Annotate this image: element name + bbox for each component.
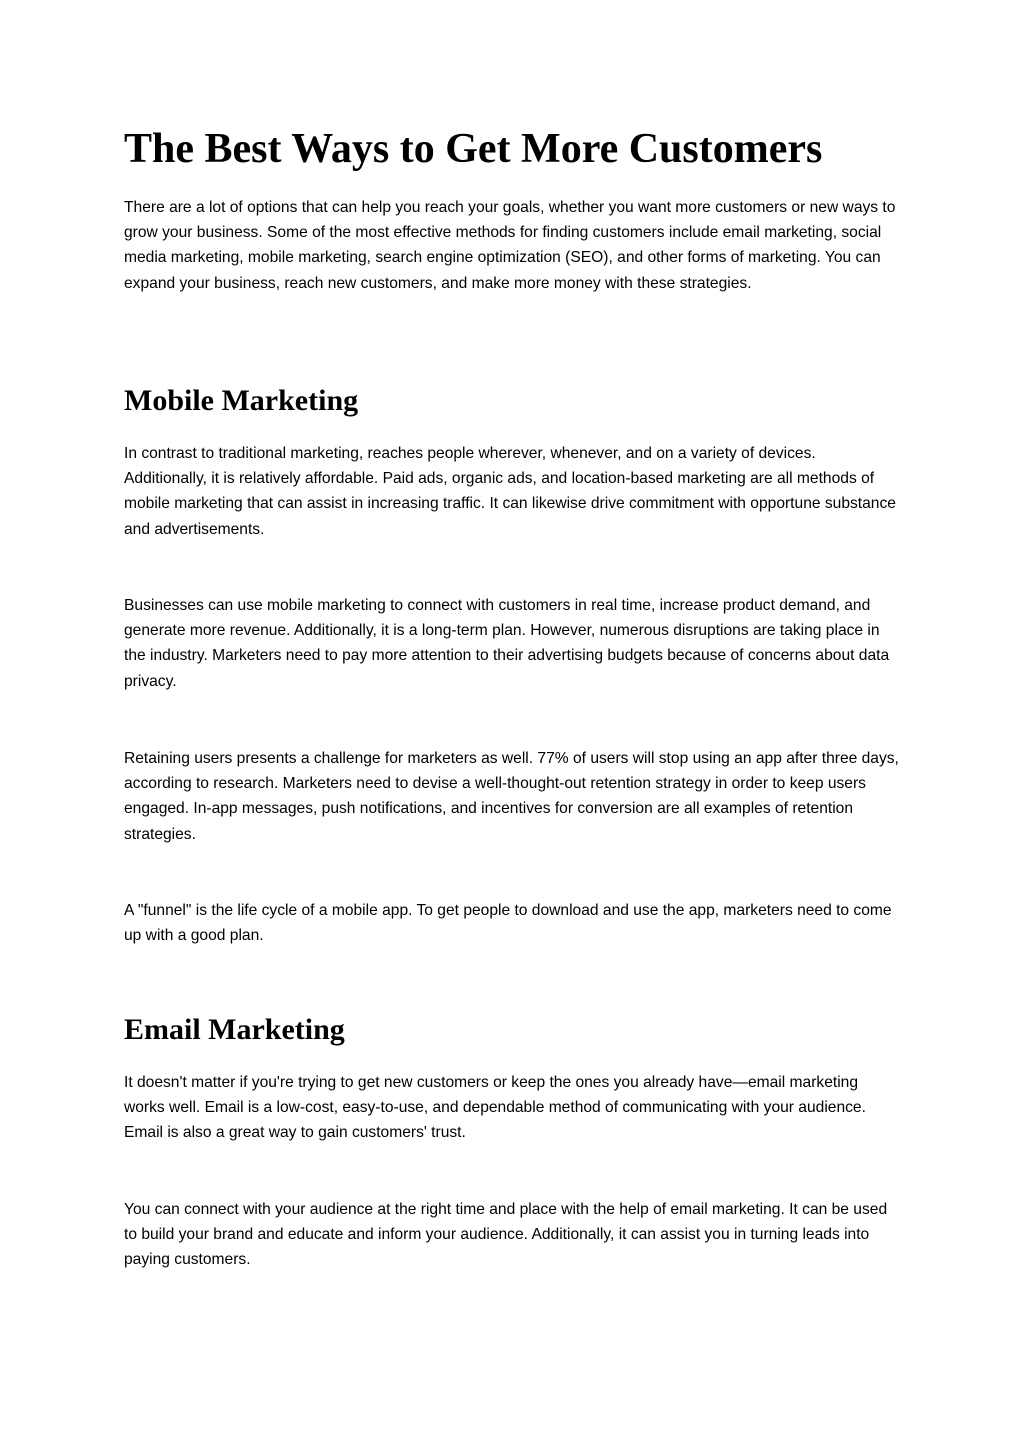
intro-paragraph: There are a lot of options that can help you reach your goals, whether you want more customers or new ways to grow your business. Some of the most effective methods for finding customers include email marketing, social media marketing, mobile marketing, search engine optimization (SEO), and other forms of marketing. You can expand your business, reach new customers, and make more money with these strategies. <box>124 199 896 292</box>
email-paragraph-2: You can connect with your audience at the right time and place with the help of email marketing. It can be used to build your brand and educate and inform your audience. Additionally, it can assist you in turning leads into paying customers. <box>124 1201 888 1269</box>
mobile-paragraph-3: Retaining users presents a challenge for marketers as well. 77% of users will stop using an app after three days, according to research. Marketers need to devise a well-thought-out retention strategy in order to keep users engaged. In-app messages, push notifications, and incentives for conversion are all examples of retention strategies. <box>124 750 899 843</box>
mobile-paragraph-1: In contrast to traditional marketing, reaches people wherever, whenever, and on a variety of devices. Additionally, it is relatively affordable. Paid ads, organic ads, and location-based marketing are all methods of mobile marketing that can assist in increasing traffic. It can likewise drive commitment with opportune substance and advertisements. <box>124 445 896 538</box>
section-heading-email-marketing: Email Marketing <box>124 1013 345 1046</box>
mobile-paragraph-4: A "funnel" is the life cycle of a mobile app. To get people to download and use the app, marketers need to come up with a good plan. <box>124 902 892 945</box>
section-heading-mobile-marketing: Mobile Marketing <box>124 384 359 417</box>
document-title: The Best Ways to Get More Customers <box>124 126 823 172</box>
email-paragraph-1: It doesn't matter if you're trying to get new customers or keep the ones you already have—email marketing works well. Email is a low-cost, easy-to-use, and dependable method of communicating with your audience. Email is also a great way to gain customers' trust. <box>124 1074 866 1142</box>
mobile-paragraph-2: Businesses can use mobile marketing to connect with customers in real time, increase product demand, and generate more revenue. Additionally, it is a long-term plan. However, numerous disruptions are taking place in the industry. Marketers need to pay more attention to their advertising budgets because of concerns about data privacy. <box>124 597 890 690</box>
